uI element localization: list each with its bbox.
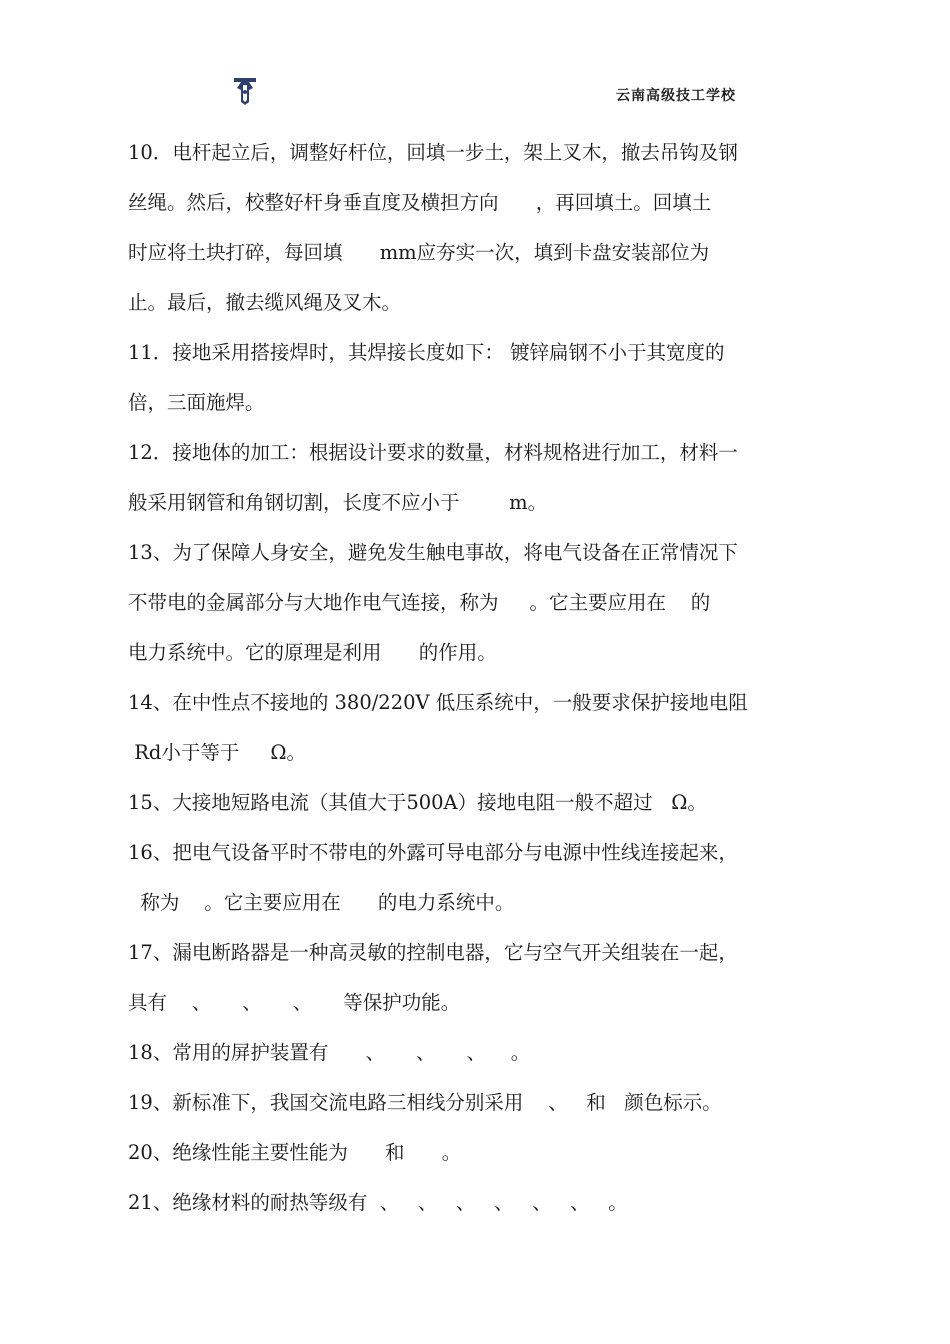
- text-line: 具有 、 、 、 等保护功能。: [128, 991, 461, 1014]
- text-line: 13、为了保障人身安全，避免发生触电事故，将电气设备在正常情况下: [128, 541, 738, 564]
- text-line: 不带电的金属部分与大地作电气连接，称为 。它主要应用在 的: [128, 591, 711, 614]
- text-line: 15、大接地短路电流（其值大于500A）接地电阻一般不超过 Ω。: [128, 791, 707, 814]
- text-line: 止。最后，撤去缆风绳及叉木。: [128, 291, 402, 314]
- text-line: 11．接地采用搭接焊时，其焊接长度如下： 镀锌扁钢不小于其宽度的: [128, 341, 725, 364]
- text-line: 10．电杆起立后，调整好杆位，回填一步土，架上叉木，撤去吊钩及钢: [128, 141, 738, 164]
- text-line: 12．接地体的加工：根据设计要求的数量，材料规格进行加工，材料一: [128, 441, 738, 464]
- text-line: 16、把电气设备平时不带电的外露可导电部分与电源中性线连接起来，: [128, 841, 738, 864]
- text-line: Rd小于等于 Ω。: [128, 741, 307, 764]
- school-name: 云南高级技工学校: [616, 88, 736, 104]
- text-line: 丝绳。然后，校整好杆身垂直度及横担方向 ，再回填土。回填土: [128, 191, 712, 214]
- text-line: 称为 。它主要应用在 的电力系统中。: [128, 891, 515, 914]
- document-body: [128, 128, 828, 1228]
- text-line: 般采用钢管和角钢切割，长度不应小于 m。: [128, 491, 548, 514]
- text-line: 20、绝缘性能主要性能为 和 。: [128, 1141, 462, 1164]
- text-line: 19、新标准下，我国交流电路三相线分别采用 、 和 颜色标示。: [128, 1091, 722, 1114]
- text-line: 倍，三面施焊。: [128, 391, 265, 414]
- school-emblem-icon: [232, 76, 258, 106]
- text-line: 17、漏电断路器是一种高灵敏的控制电器，它与空气开关组装在一起，: [128, 941, 738, 964]
- text-line: 18、常用的屏护装置有 、 、 、 。: [128, 1041, 531, 1064]
- text-line: 时应将土块打碎，每回填 mm应夯实一次，填到卡盘安装部位为: [128, 241, 710, 264]
- text-line: 21、绝缘材料的耐热等级有 、 、 、 、 、 、 。: [128, 1191, 628, 1214]
- text-line: 14、在中性点不接地的 380/220V 低压系统中，一般要求保护接地电阻: [128, 691, 748, 714]
- text-line: 电力系统中。它的原理是利用 的作用。: [128, 641, 497, 664]
